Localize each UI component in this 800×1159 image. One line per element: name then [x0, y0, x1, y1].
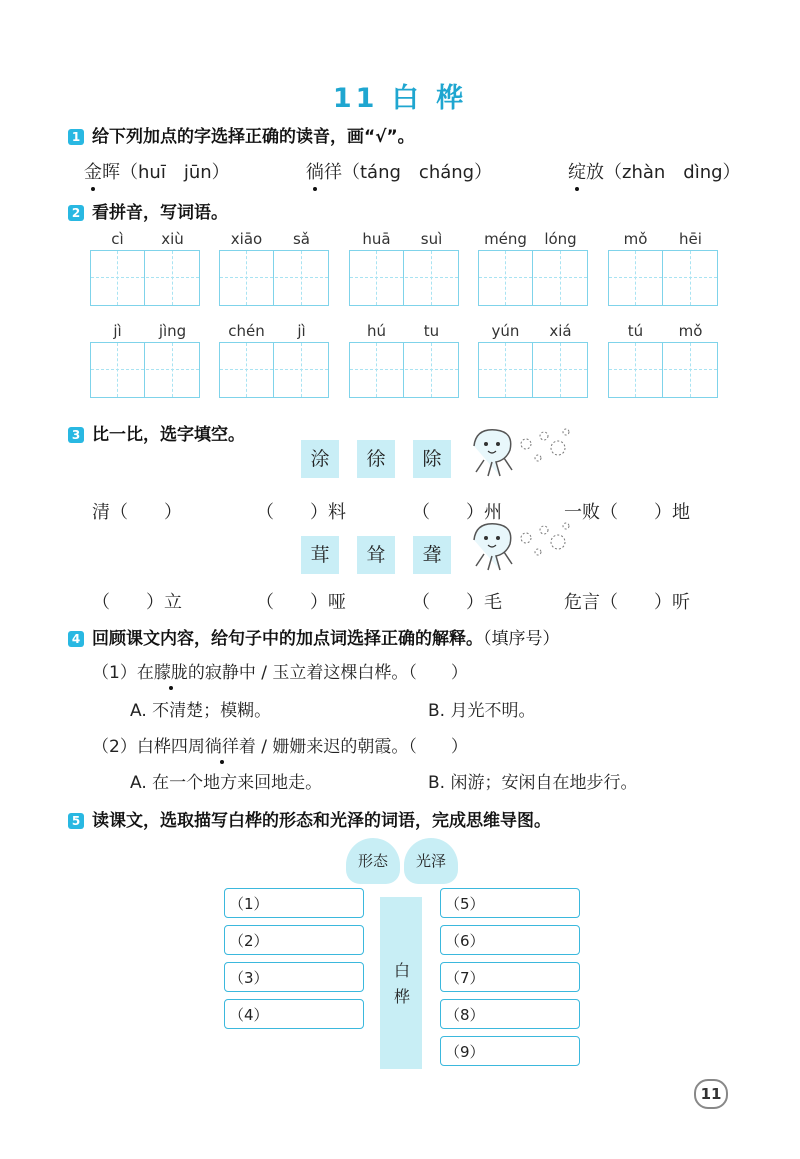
trunk-label: 白桦	[393, 961, 410, 1006]
pinyin-label: tú	[627, 322, 644, 340]
pinyin-label: mǒ	[623, 230, 648, 248]
mindmap-node: （4）	[224, 999, 364, 1029]
writing-box[interactable]	[608, 342, 718, 398]
pinyin-label: cì	[111, 230, 124, 248]
writing-box[interactable]	[219, 342, 329, 398]
mindmap-node: （1）	[224, 888, 364, 918]
char-choice: 涂	[301, 440, 339, 478]
octopus-illustration	[466, 518, 576, 578]
dotted-char: 徜	[306, 158, 324, 184]
pinyin-label: xiá	[549, 322, 572, 340]
fill-blank: 危言（ ）听	[564, 592, 690, 613]
pinyin-label: tu	[423, 322, 440, 340]
section-number-badge: 4	[68, 631, 84, 647]
char-choice: 徐	[357, 440, 395, 478]
section-number-badge: 2	[68, 205, 84, 221]
dotted-char: 绽	[568, 158, 586, 184]
section-number-badge: 5	[68, 813, 84, 829]
mindmap-node: （2）	[224, 925, 364, 955]
section-1-text: 给下列加点的字选择正确的读音，画“√”。	[92, 127, 415, 147]
pinyin-options: （táng cháng）	[342, 162, 493, 183]
section-4-heading	[68, 624, 560, 649]
pinyin-label: xiù	[161, 230, 184, 248]
section-5-heading	[68, 806, 551, 831]
section-number-badge: 3	[68, 427, 84, 443]
section-2-text: 看拼音，写词语。	[92, 203, 228, 223]
dotted-word: 徜徉	[205, 732, 239, 757]
pinyin-label: lóng	[544, 230, 577, 248]
pinyin-label: jìng	[158, 322, 187, 340]
char-choice: 除	[413, 440, 451, 478]
pinyin-label: jì	[113, 322, 122, 340]
fill-blank: （ ）毛	[412, 592, 502, 613]
writing-box[interactable]	[219, 250, 329, 306]
section-number-badge: 1	[68, 129, 84, 145]
q1-item	[84, 158, 230, 184]
q4-sentence	[92, 732, 468, 757]
pinyin-label: sǎ	[292, 230, 310, 248]
pinyin-label: hēi	[679, 230, 702, 248]
q1-item	[306, 158, 492, 184]
section-2-heading	[68, 198, 228, 223]
writing-box[interactable]	[349, 250, 459, 306]
page-number: 11	[694, 1079, 728, 1109]
pinyin-label: jì	[297, 322, 306, 340]
writing-box[interactable]	[608, 250, 718, 306]
writing-box[interactable]	[90, 250, 200, 306]
section-4-note: （填序号）	[483, 629, 560, 649]
pinyin-options: （zhàn dìng）	[604, 162, 741, 183]
dotted-word: 朦胧	[154, 658, 188, 683]
mindmap-node: （6）	[440, 925, 580, 955]
dotted-char: 金	[84, 158, 102, 184]
section-3-heading	[68, 420, 245, 445]
section-5-text: 读课文，选取描写白桦的形态和光泽的词语，完成思维导图。	[92, 811, 551, 831]
octopus-illustration	[466, 424, 576, 484]
pinyin-label: mǒ	[678, 322, 703, 340]
option-a: A. 在一个地方来回地走。	[130, 773, 323, 793]
mindmap-node: （5）	[440, 888, 580, 918]
sentence-prefix: （2）白桦四周	[92, 737, 205, 757]
pinyin-label: huā	[362, 230, 391, 248]
q1-item	[568, 158, 741, 184]
mindmap-node: （9）	[440, 1036, 580, 1066]
pinyin-label: hú	[366, 322, 386, 340]
option-b: B. 月光不明。	[428, 701, 536, 721]
char-choice: 聋	[413, 536, 451, 574]
fill-blank: 一败（ ）地	[564, 502, 690, 523]
char-choice: 茸	[301, 536, 339, 574]
section-1-heading	[68, 122, 415, 147]
section-4-text: 回顾课文内容，给句子中的加点词选择正确的解释。	[92, 629, 483, 649]
pinyin-label: chén	[228, 322, 265, 340]
section-3-text: 比一比，选字填空。	[92, 425, 245, 445]
word-rest: 放	[586, 162, 604, 183]
sentence-rest: 的寂静中 / 玉立着这棵白桦。（ ）	[187, 663, 468, 683]
sentence-rest: 着 / 姗姗来迟的朝霞。（ ）	[238, 737, 468, 757]
word-rest: 晖	[102, 162, 120, 183]
option-a: A. 不清楚；模糊。	[130, 701, 272, 721]
writing-box[interactable]	[478, 250, 588, 306]
q4-sentence	[92, 658, 468, 683]
pinyin-label: yún	[491, 322, 520, 340]
fill-blank: 清（ ）	[92, 502, 182, 523]
branch-luster-label: 光泽	[404, 838, 458, 884]
lesson-title: 11 白 桦	[332, 83, 468, 114]
writing-box[interactable]	[349, 342, 459, 398]
mindmap-node: （3）	[224, 962, 364, 992]
pinyin-label: suì	[420, 230, 443, 248]
fill-blank: （ ）料	[256, 502, 346, 523]
char-choice: 耸	[357, 536, 395, 574]
writing-box[interactable]	[478, 342, 588, 398]
pinyin-label: xiāo	[230, 230, 263, 248]
word-rest: 徉	[324, 162, 342, 183]
branch-form-label: 形态	[346, 838, 400, 884]
sentence-prefix: （1）在	[92, 663, 154, 683]
fill-blank: （ ）立	[92, 592, 182, 613]
option-b: B. 闲游；安闲自在地步行。	[428, 773, 638, 793]
mindmap-node: （7）	[440, 962, 580, 992]
pinyin-options: （huī jūn）	[120, 162, 230, 183]
fill-blank: （ ）州	[412, 502, 502, 523]
mindmap-node: （8）	[440, 999, 580, 1029]
pinyin-label: méng	[484, 230, 527, 248]
writing-box[interactable]	[90, 342, 200, 398]
fill-blank: （ ）哑	[256, 592, 346, 613]
